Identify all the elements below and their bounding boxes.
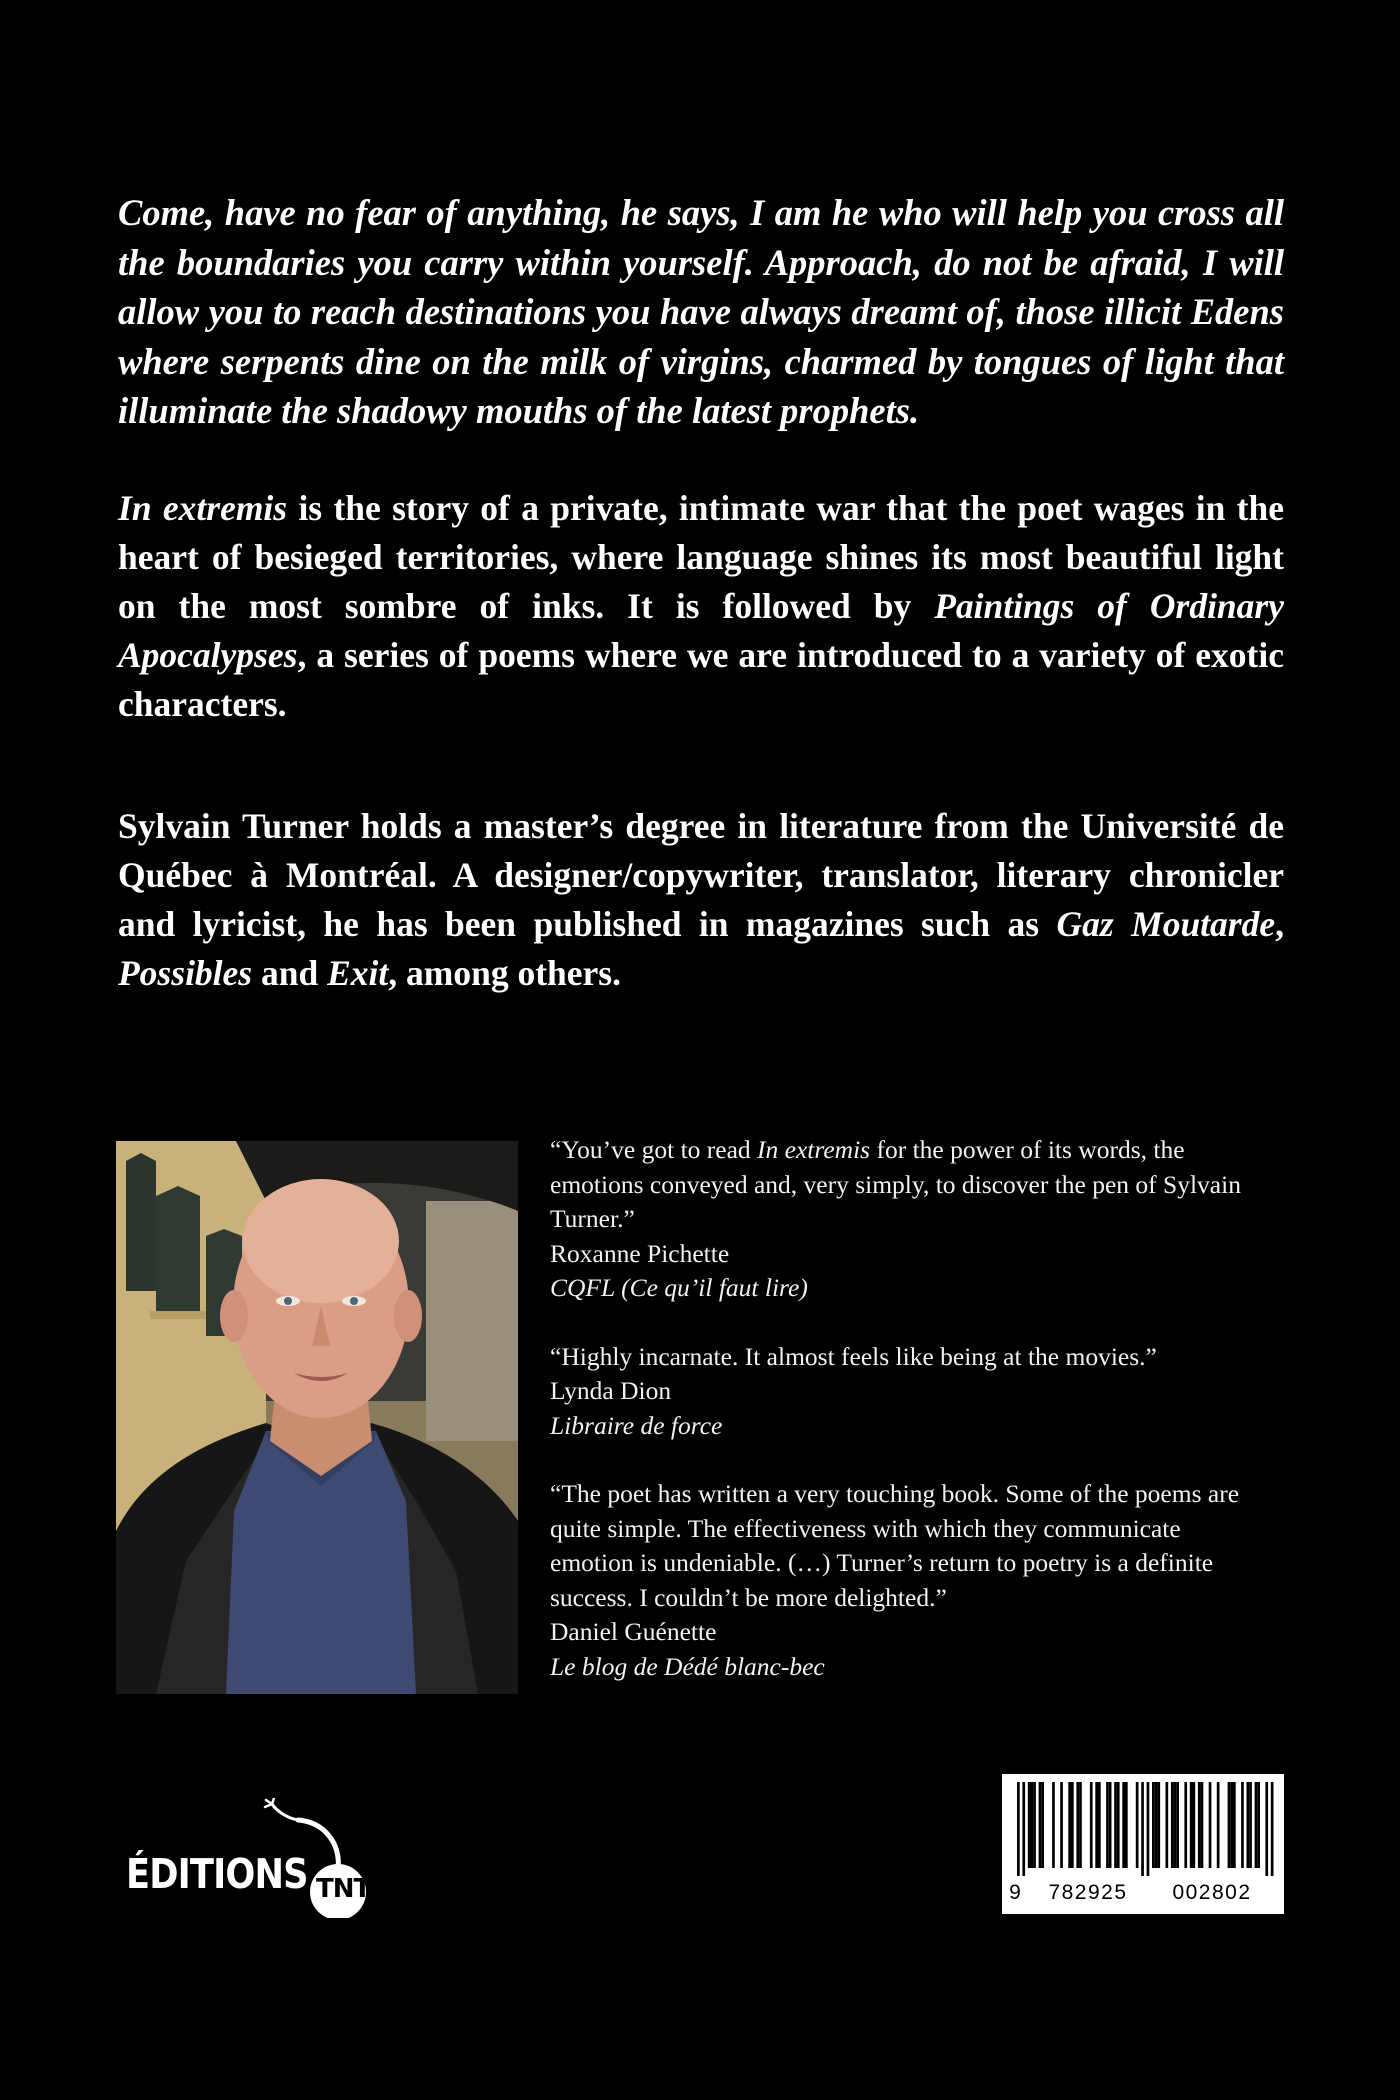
sequel-title: Paintings of Ordinary Apocalypses	[118, 586, 1284, 675]
barcode-bar	[1233, 1782, 1236, 1868]
barcode-bar	[1033, 1782, 1036, 1868]
barcode-bar	[1171, 1782, 1174, 1868]
barcode-bar	[1166, 1782, 1169, 1868]
quote-text: “The poet has written a very touching book. Some of the poems are quite simple. The effectiveness with which they communicate emotion is undeniable. (…) Turner’s return to poetry is a definite success. I couldn’t be more delighted.”	[550, 1479, 1240, 1612]
publisher-tnt: TNT	[316, 1874, 371, 1904]
barcode-bar	[1184, 1782, 1187, 1868]
barcode-bar	[1190, 1782, 1193, 1868]
barcode-bar	[1031, 1782, 1034, 1868]
barcode-bar	[1249, 1782, 1252, 1868]
barcode-bar	[1198, 1782, 1201, 1868]
review-quote	[550, 1477, 1250, 1684]
publisher-name: ÉDITIONS	[126, 1850, 308, 1898]
barcode-bar	[1022, 1782, 1025, 1876]
intro-quote: Come, have no fear of anything, he says, I am he who will help you cross all the boundaries you carry within yourself. Approach, do not be afraid, I will allow you to reach destinations you have always dreamt of, those illicit Edens where serpents dine on the milk of virgins, charmed by tongues of light that illuminate the shadowy mouths of the latest prophets.	[118, 192, 1284, 431]
book-title: In extremis	[118, 488, 288, 528]
barcode-bar	[1090, 1782, 1093, 1868]
barcode-bar	[1209, 1782, 1212, 1868]
barcode-bar	[1176, 1782, 1179, 1868]
barcode-bar	[1052, 1782, 1055, 1868]
barcode-bar	[1241, 1782, 1244, 1868]
quote-source: Le blog de Dédé blanc-bec	[550, 1651, 825, 1681]
barcode-bar	[1095, 1782, 1098, 1868]
isbn-barcode	[1002, 1774, 1284, 1914]
quote-source: Libraire de force	[550, 1410, 723, 1440]
barcode-bar	[1028, 1782, 1031, 1868]
review-quotes	[550, 1133, 1250, 1718]
author-photo	[116, 1141, 518, 1694]
barcode-bar	[1271, 1782, 1274, 1876]
quote-author: Roxanne Pichette	[550, 1238, 730, 1268]
publisher-logo	[126, 1798, 392, 1918]
review-quote	[550, 1133, 1250, 1306]
review-quote	[550, 1340, 1250, 1444]
barcode-bar	[1174, 1782, 1177, 1868]
magazine-name: Exit	[327, 953, 389, 993]
barcode-bar	[1122, 1782, 1125, 1868]
barcode-bar	[1265, 1782, 1268, 1876]
barcode-bar	[1041, 1782, 1044, 1868]
barcode-bar	[1141, 1782, 1144, 1876]
quote-text: “You’ve got to read In extremis for the power of its words, the emotions conveyed and, very simply, to discover the pen of Sylvain Turner.”	[550, 1135, 1241, 1233]
barcode-bar	[1157, 1782, 1160, 1868]
barcode-bar	[1117, 1782, 1120, 1868]
barcode-bar	[1125, 1782, 1128, 1868]
author-bio: Sylvain Turner holds a master’s degree in literature from the Université de Québec à Montréal. A designer/copywriter, translator, literary chronicler and lyricist, he has been published in magazines such as Gaz Moutarde, Possibles and Exit, among others.	[118, 806, 1284, 993]
quote-author: Lynda Dion	[550, 1376, 672, 1405]
barcode-bar	[1193, 1782, 1196, 1868]
barcode-bar	[1230, 1782, 1233, 1868]
barcode-bar	[1068, 1782, 1071, 1868]
quote-text: “Highly incarnate. It almost feels like being at the movies.”	[550, 1341, 1157, 1371]
barcode-bar	[1098, 1782, 1101, 1868]
barcode-bar	[1228, 1782, 1231, 1868]
barcode-bar	[1147, 1782, 1150, 1876]
barcode-bar	[1076, 1782, 1079, 1868]
barcode-bar	[1114, 1782, 1117, 1868]
barcode-bar	[1152, 1782, 1155, 1868]
barcode-bar	[1136, 1782, 1139, 1868]
barcode-bar	[1201, 1782, 1204, 1868]
barcode-bar	[1217, 1782, 1220, 1868]
story-paragraph: In extremis is the story of a private, intimate war that the poet wages in the heart of besieged territories, where language shines its most beautiful light on the most sombre of inks. It is followed by Paintings of Ordinary Apocalypses, a series of poems where we are introduced to a variety of exotic characters.	[118, 488, 1284, 724]
barcode-bar	[1155, 1782, 1158, 1868]
barcode-bar	[1079, 1782, 1082, 1868]
barcode-bar	[1039, 1782, 1042, 1868]
barcode-bar	[1071, 1782, 1074, 1868]
quote-source: CQFL (Ce qu’il faut lire)	[550, 1273, 808, 1302]
magazine-name: Gaz Moutarde	[1056, 904, 1276, 944]
barcode-bar	[1017, 1782, 1020, 1876]
barcode-bar	[1109, 1782, 1112, 1868]
barcode-bar	[1060, 1782, 1063, 1868]
isbn-number: 9 782925 002802	[1009, 1881, 1252, 1904]
barcode-bar	[1247, 1782, 1250, 1868]
barcode-bar	[1255, 1782, 1258, 1868]
quote-author: Daniel Guénette	[550, 1617, 717, 1646]
magazine-name: Possibles	[118, 953, 253, 993]
barcode-bar	[1106, 1782, 1109, 1868]
barcode-bar	[1257, 1782, 1260, 1868]
barcode-bars	[1002, 1774, 1284, 1878]
